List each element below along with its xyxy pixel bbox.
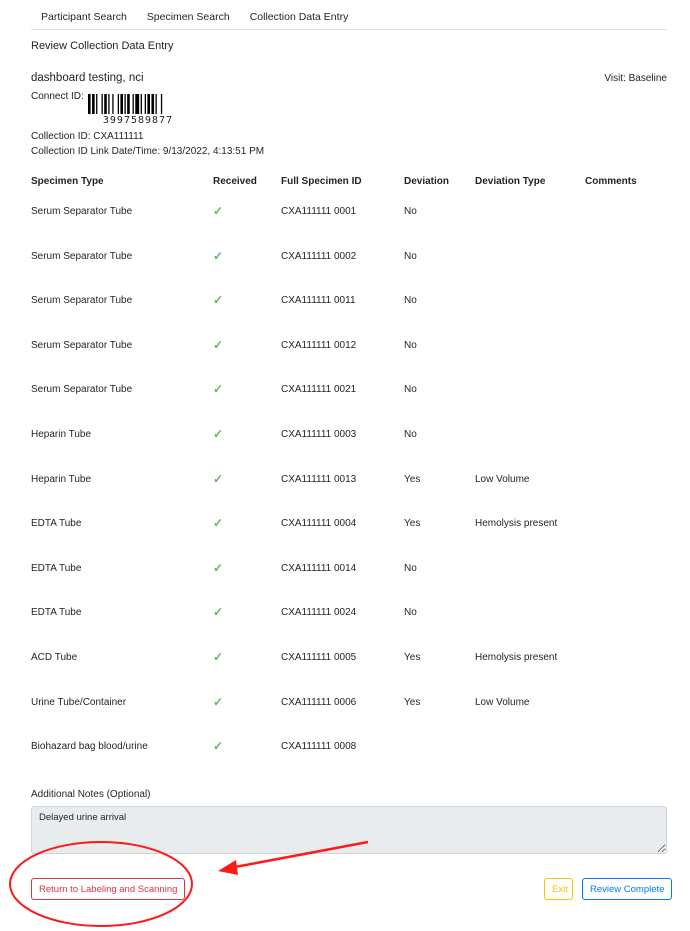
check-icon: ✓ [213,739,224,754]
cell-deviation-type: Hemolysis present [475,518,558,530]
cell-full-specimen-id: CXA111111 0021 [281,384,357,396]
barcode-bar [127,94,130,114]
cell-specimen-type: Serum Separator Tube [31,339,133,351]
cell-full-specimen-id: CXA111111 0002 [281,250,357,262]
annotation-arrow-head-icon [218,860,238,875]
barcode-bar [112,94,113,114]
check-icon: ✓ [213,382,224,397]
check-icon: ✓ [213,337,224,352]
check-icon: ✓ [213,293,224,308]
cell-full-specimen-id: CXA111111 0006 [281,696,357,708]
cell-deviation: No [404,429,417,440]
barcode-bar [118,94,119,114]
cell-deviation: No [404,562,417,574]
visit-label: Visit: Baseline [604,73,667,84]
top-nav [31,0,667,30]
header-deviation-type: Deviation Type [475,176,546,187]
participant-name: dashboard testing, nci [31,72,144,84]
cell-full-specimen-id: CXA111111 0003 [281,429,357,440]
cell-specimen-type: Serum Separator Tube [31,295,133,307]
cell-specimen-type: EDTA Tube [31,562,82,574]
cell-full-specimen-id: CXA111111 0001 [281,206,357,217]
check-icon: ✓ [213,427,224,441]
cell-deviation: Yes [404,652,421,663]
exit-button[interactable]: Exit [544,878,573,900]
barcode-bar [145,94,146,114]
nav-collection-data-entry[interactable]: Collection Data Entry [249,11,349,23]
cell-deviation: No [404,339,417,351]
cell-full-specimen-id: CXA111111 0024 [281,607,357,619]
barcode [88,94,188,114]
header-full-specimen-id: Full Specimen ID [281,176,362,187]
cell-specimen-type: EDTA Tube [31,518,82,530]
cell-deviation: No [404,607,417,619]
barcode-bar [141,94,142,114]
cell-deviation: No [404,250,417,262]
additional-notes-input[interactable] [31,806,667,854]
return-to-labeling-button[interactable]: Return to Labeling and Scanning [31,878,185,900]
barcode-bar [135,94,139,114]
barcode-bar [102,94,103,114]
cell-deviation: No [404,384,417,396]
cell-deviation: Yes [404,473,421,485]
barcode-bar [96,94,97,114]
cell-specimen-type: Heparin Tube [31,473,92,485]
cell-specimen-type: Serum Separator Tube [31,206,133,217]
connect-id-label: Connect ID: [31,91,84,102]
header-deviation: Deviation [404,176,450,187]
review-complete-button[interactable]: Review Complete [582,878,672,900]
header-comments: Comments [585,176,637,187]
cell-full-specimen-id: CXA111111 0012 [281,339,357,351]
cell-deviation: Yes [404,696,421,708]
nav-specimen-search[interactable]: Specimen Search [146,11,230,23]
check-icon: ✓ [213,605,224,620]
barcode-bar [133,94,134,114]
check-icon: ✓ [213,694,224,709]
cell-full-specimen-id: CXA111111 0005 [281,652,357,663]
cell-deviation-type: Low Volume [475,696,530,708]
barcode-bar [156,94,157,114]
check-icon: ✓ [213,560,224,575]
notes-label: Additional Notes (Optional) [31,789,151,800]
cell-deviation-type: Hemolysis present [475,652,558,663]
check-icon: ✓ [213,471,224,486]
barcode-bar [108,94,109,114]
cell-full-specimen-id: CXA111111 0014 [281,562,357,574]
cell-full-specimen-id: CXA111111 0004 [281,518,357,530]
barcode-bar [120,94,123,114]
cell-specimen-type: Serum Separator Tube [31,250,133,262]
barcode-bar [147,94,150,114]
cell-specimen-type: Biohazard bag blood/urine [31,741,148,753]
barcode-bar [124,94,125,114]
collection-id: Collection ID: CXA111111 [31,131,144,142]
cell-deviation-type: Low Volume [475,473,530,485]
check-icon: ✓ [213,516,224,531]
cell-full-specimen-id: CXA111111 0011 [281,295,356,307]
barcode-bar [88,94,91,114]
header-specimen-type: Specimen Type [31,176,104,187]
barcode-bar [92,94,95,114]
check-icon: ✓ [213,650,224,664]
cell-specimen-type: Heparin Tube [31,429,92,440]
barcode-bar [161,94,162,114]
collection-link-datetime: Collection ID Link Date/Time: 9/13/2022, 4:13:51 PM [31,146,265,157]
cell-specimen-type: ACD Tube [31,652,78,663]
cell-full-specimen-id: CXA111111 0008 [281,741,357,753]
cell-specimen-type: Serum Separator Tube [31,384,133,396]
cell-full-specimen-id: CXA111111 0013 [281,473,357,485]
nav-participant-search[interactable]: Participant Search [41,11,127,23]
cell-deviation: No [404,206,417,217]
check-icon: ✓ [213,204,224,218]
cell-deviation: Yes [404,518,421,530]
barcode-bar [104,94,107,114]
barcode-bar [151,94,154,114]
cell-specimen-type: Urine Tube/Container [31,696,127,708]
cell-specimen-type: EDTA Tube [31,607,82,619]
cell-deviation: No [404,295,417,307]
connect-id-number: 3997589877 [102,115,174,126]
header-received: Received [213,176,257,187]
check-icon: ✓ [213,248,224,263]
page-title: Review Collection Data Entry [31,40,174,52]
